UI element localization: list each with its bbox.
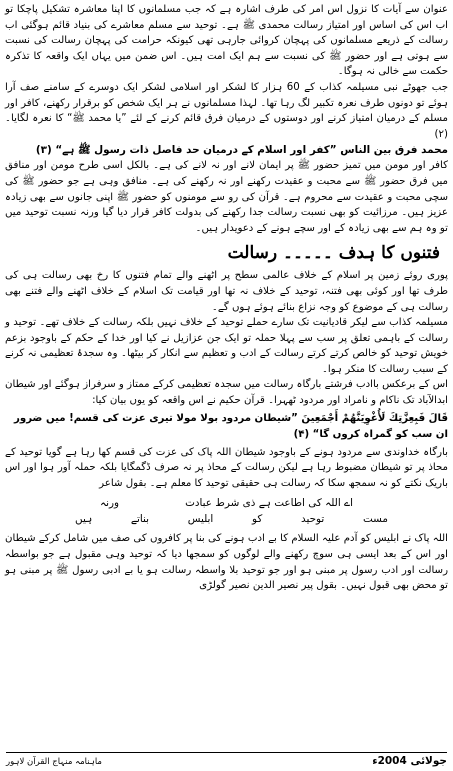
page-footer [6, 752, 447, 769]
paragraph-angels: اس کے برعکس باادب فرشتے بارگاہ رسالت میں سجدہ تعظیمی کرکے ممتاز و سرفراز ہوگئے اور شیطان ابدالآباد تک ناکام و نامراد اور مردود ٹھہرا۔ قرآن حکیم نے اس واقعہ کو یوں بیان کیا: [5, 379, 448, 407]
poem-word: مست [362, 513, 388, 526]
issue-date: جولائی 2004ء [372, 755, 447, 767]
paragraph-musaylima: جب جھوٹے نبی مسیلمہ کذاب کے 60 ہزار کا لشکر اور اسلامی لشکر ایک دوسرے کے سامنے صف آرا ہوئے تو دونوں طرف نعرہ تکبیر لگ رہا تھا۔ لہذا مسلمانوں نے ہر ایک شخص کو برقرار رکھنے، کافر اور مسلم کے درمیان امتیاز کرنے اور دوستوں کے درمیان فرق قائم کرنے کے لئے ”یا محمد ﷺ“ کا نعرہ لگایا۔ (۲) [5, 81, 448, 140]
quran-verse: قَالَ فَبِعِزَّتِكَ لَأُغْوِيَنَّهُمْ أَجْمَعِينَ ”شیطان مردود بولا مولا تیری عزت کی قسم! میں ضرور ان سب کو گمراہ کروں گا“ (۴) [14, 412, 448, 440]
poem-word: بناتے [130, 513, 150, 526]
paragraph-shaitan: بارگاہ خداوندی سے مردود ہونے کے باوجود شیطان اللہ پاک کی عزت کی قسم کھا رہا ہے گویا توحید کے محاذ پر تو شیطان مضبوط رہا ہے لیکن رسالت کے محاذ پر نہ صرف ڈگمگایا بلکہ حملہ آور ہوا اور اس باریک نکتے کو نہ سمجھ سکا کہ رسالت ہی حقیقی توحید کا معلم ہے۔ بقول شاعر [5, 446, 448, 489]
quote-heading: محمد فرق بین الناس ”کفر اور اسلام کے درمیان حد فاصل ذات رسول ﷺ ہے“ (۳) [35, 144, 448, 157]
poem-couplet [5, 495, 448, 527]
poem-word: ورنہ [100, 497, 120, 510]
poem-word: اے اللہ کی اطاعت ہے ذی شرط عبادت [185, 497, 353, 510]
paragraph-intro: عنوان سے آیات کا نزول اس امر کی طرف اشارہ ہے کہ جب مسلمانوں کا اپنا معاشرہ تشکیل پاچکا تو اب اس کی اساس اور امتیاز رسالت محمدی ﷺ ہے۔ توحید سے مسلم معاشرے کی بنیاد قائم ہوگئی اب رسالت کے ذریعے مسلمانوں کی پہچان کروائی جارہی تھی کیونکہ حرامت کی پہچان رسالت کی نسبت سے ہوتی ہے اور حضور ﷺ کی نسبت سے ہم ایک امت ہیں۔ اس ضمن میں یہاں ایک واقعہ کا تذکرہ حکمت سے خالی نہ ہوگا۔ [5, 4, 448, 78]
poem-word: کو [252, 513, 263, 526]
paragraph-conclusion: اللہ پاک نے ابلیس کو آدم علیہ السلام کا بے ادب ہونے کی بنا پر کافروں کی صف میں شامل کرکے شیطان اور اس کے بعد ایسی ہی سوچ رکھنے والے لوگوں کو سمجھا دیا کہ توحید وہی مقبول ہے جو بواسطہ رسالت اور ادب رسول پر مبنی ہو اور جو توحید بلا واسطہ رسالت ہو یا بے ادبی رسول ﷺ پر مبنی ہو تو محض بھی قبول نہیں۔ بقول پیر نصیر الدین نصیر گولڑی [5, 533, 448, 592]
magazine-name: ماہنامہ منہاج القرآن لاہور [6, 756, 102, 767]
poem-word: ہیں [75, 513, 93, 526]
paragraph-belief: کافر اور مومن میں تمیز حضور ﷺ پر ایمان لانے اور نہ لانے کی ہے۔ بالکل اسی طرح مومن اور منافق میں فرق حضور ﷺ سے محبت و عقیدت رکھنے اور نہ رکھنے کی ہے۔ منافق وہی ہے جو حضور ﷺ کی سچی محبت و عقیدت سے محروم ہے۔ قرآن کی رو سے مومنوں کو حضور ﷺ اپنی جانوں سے بھی زیادہ عزیز ہیں۔ مرزائیت کو بھی نسبت رسالت جدا رکھنے کی بدولت کافر قرار دیا گیا ورنہ نسبت توحید میں تو وہ ہم سے بھی زیادہ کے اور سچے ہونے کے دعویدار ہیں۔ [5, 160, 448, 234]
poem-word: توحید [301, 513, 325, 526]
poem-word: ابلیس [187, 513, 214, 526]
poem-line-1 [5, 495, 448, 511]
section-title: فتنوں کا ہدف ۔۔۔۔۔ رسالت [227, 243, 440, 264]
paragraph-fitnas: پوری روئے زمین پر اسلام کے خلاف عالمی سطح پر اٹھنے والے تمام فتنوں کا رخ بھی رسالت ہی کی طرف تھا اور کوئی بھی فتنہ، توحید کے خلاف نہ تھا اور قیامت تک اسلام کے خلاف اٹھنے والے فتنے بھی رسالت ہی کے موضوع کو وجہ نزاع بنائے ہوئے ہوں گے۔ [5, 270, 448, 313]
poem-line-2 [5, 511, 448, 527]
paragraph-attacks: مسیلمہ کذاب سے لیکر قادیانیت تک سارے حملے توحید کے خلاف نہیں بلکہ رسالت کے خلاف تھے۔ توحید و رسالت کے باہمی تعلق پر سب سے پہلا حملہ تو ایک جن عزازیل نے کیا اور خدا کے حکم کے باوجود بزعم خویش توحید کو خالص کرتے کرتے رسالت کے ادب و تعظیم سے انکار کر بیٹھا۔ وہ سجدۂ تعظیمی نہ کرنے کے سبب رسالت کا منکر ہوا۔ [5, 317, 448, 375]
